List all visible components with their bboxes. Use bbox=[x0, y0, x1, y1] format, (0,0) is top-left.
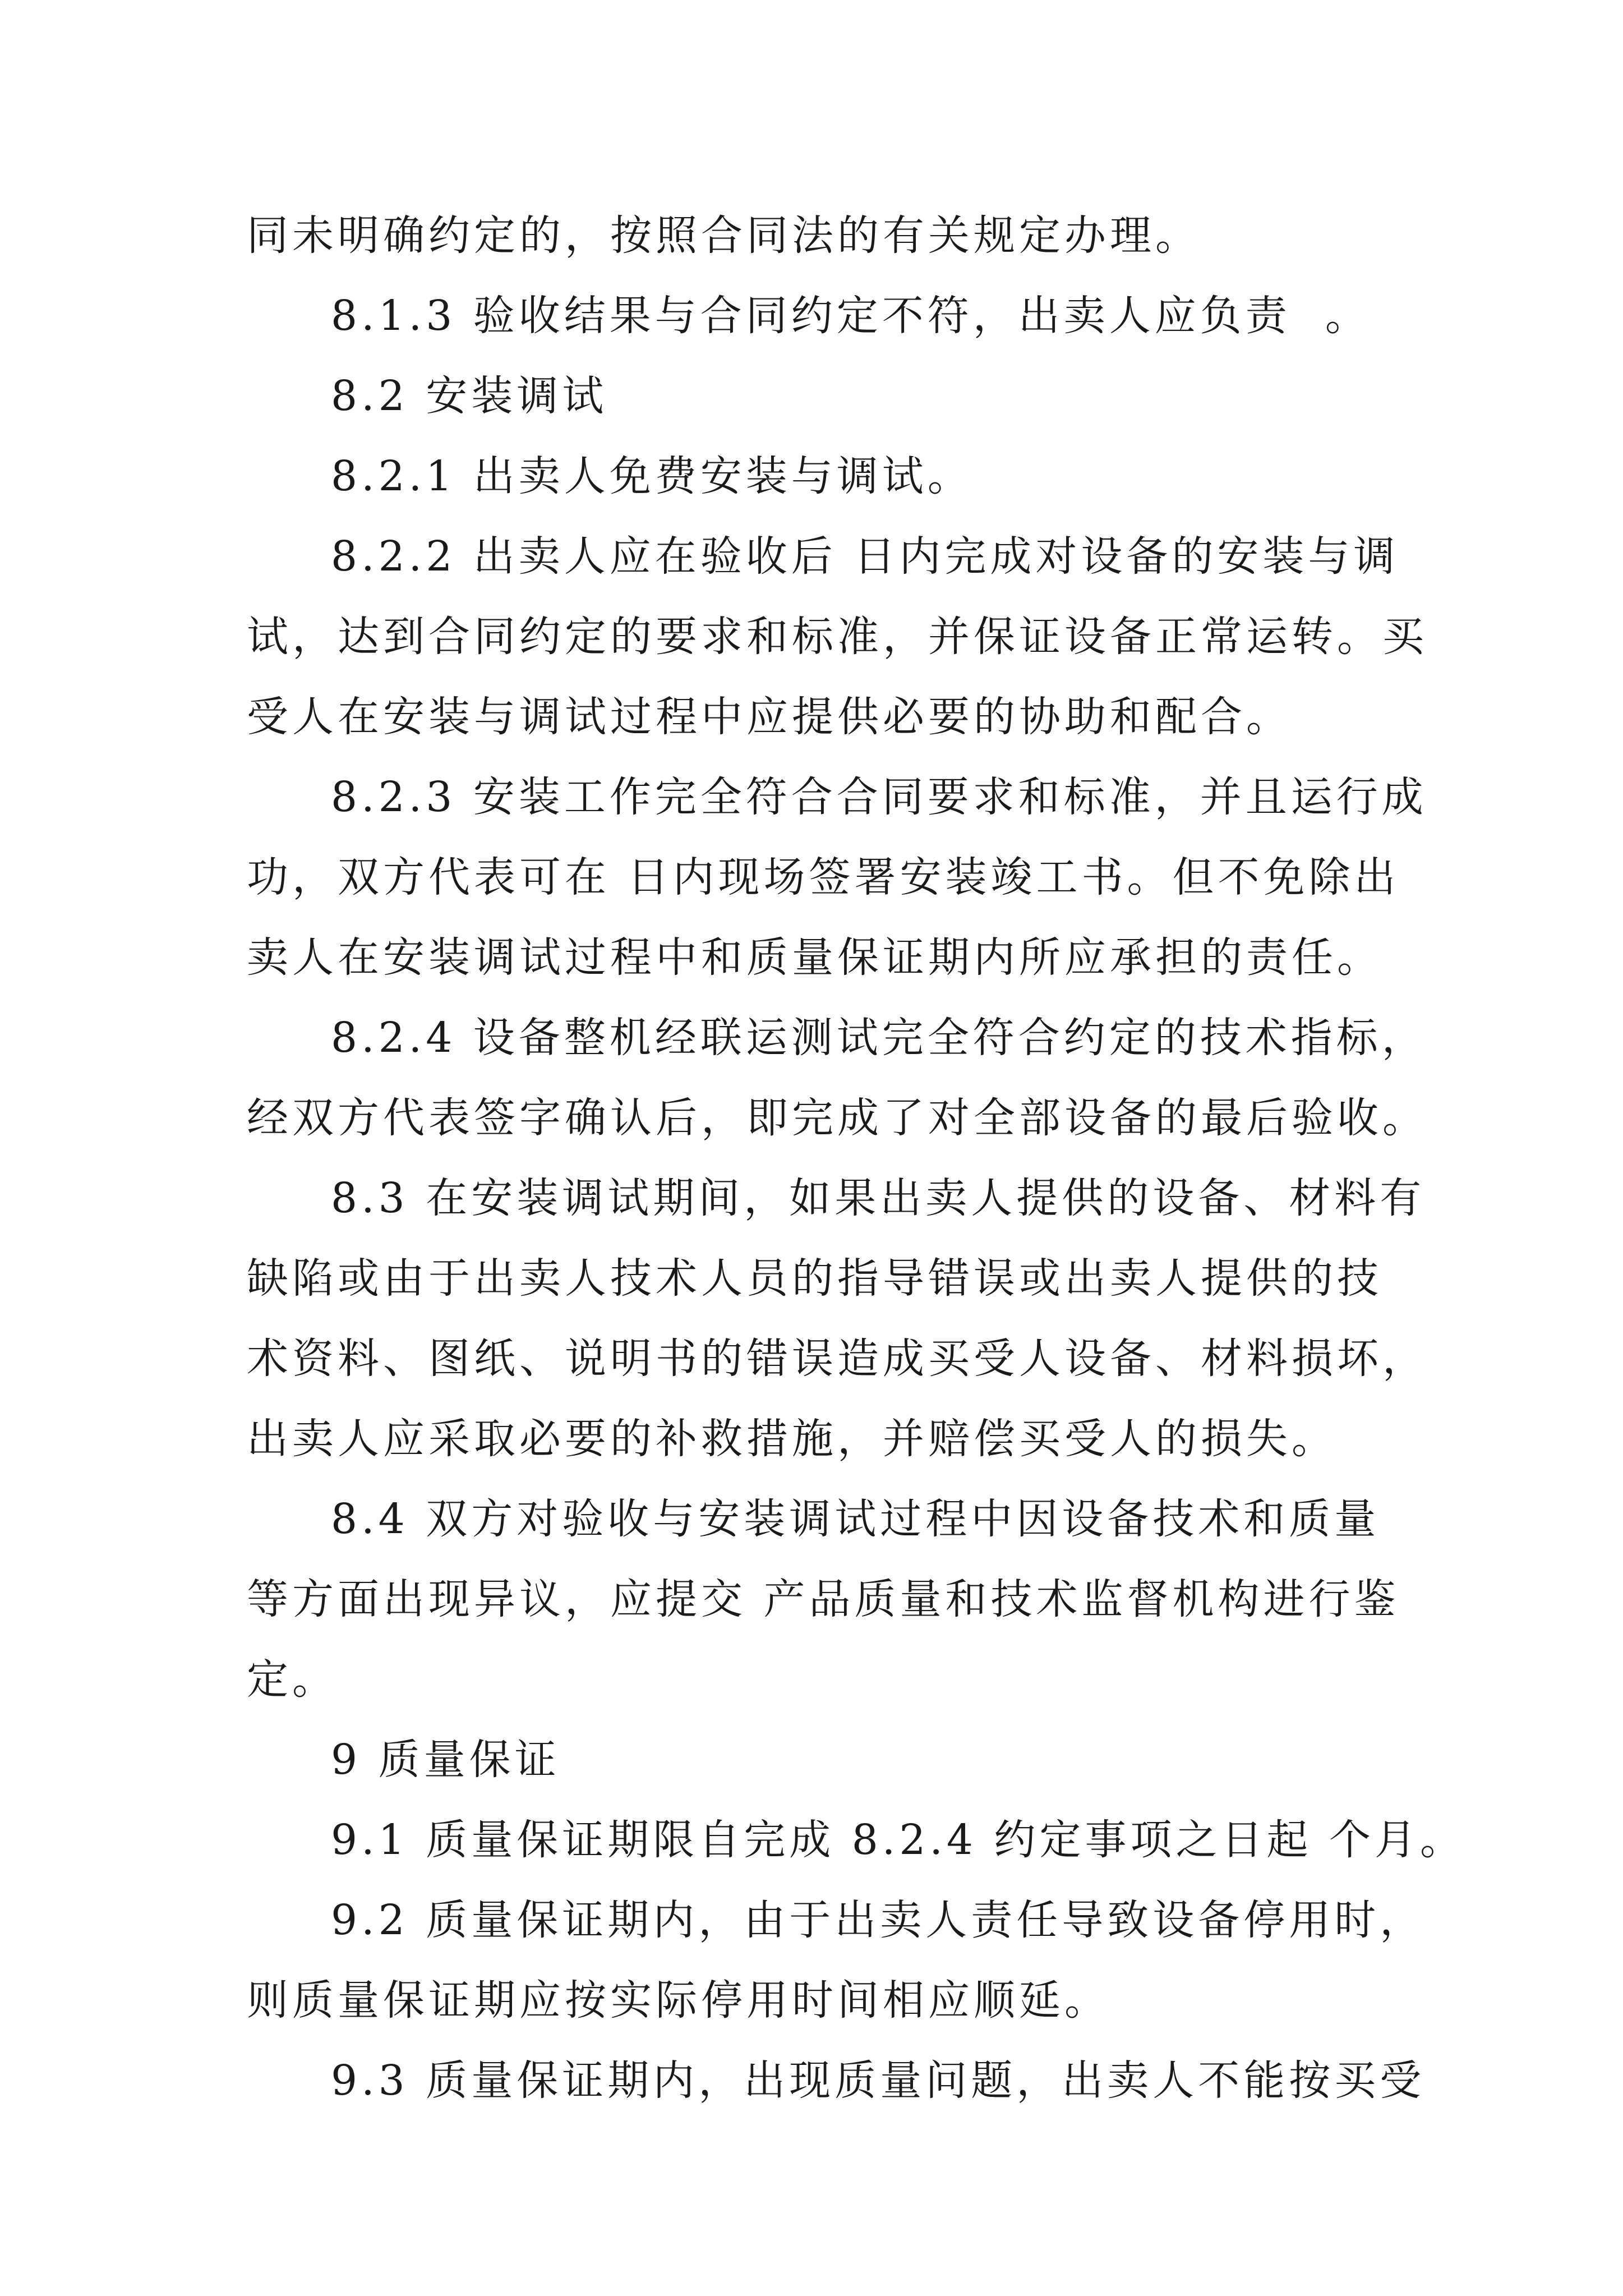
text-line: 同未明确约定的，按照合同法的有关规定办理。 bbox=[247, 211, 1201, 260]
text-line: 8.2.1 出卖人免费安装与调试。 bbox=[331, 452, 973, 500]
text-line: 8.2.2 出卖人应在验收后 日内完成对设备的安装与调 bbox=[331, 532, 1399, 581]
text-line: 术资料、图纸、说明书的错误造成买受人设备、材料损坏， bbox=[247, 1335, 1428, 1383]
text-line: 8.2.4 设备整机经联运测试完全符合约定的技术指标， bbox=[331, 1014, 1427, 1062]
text-line: 出卖人应采取必要的补救措施，并赔偿买受人的损失。 bbox=[247, 1415, 1337, 1463]
text-line: 则质量保证期应按实际停用时间相应顺延。 bbox=[247, 1976, 1110, 2024]
text-line: 受人在安装与调试过程中应提供必要的协助和配合。 bbox=[247, 693, 1292, 741]
text-line: 功，双方代表可在 日内现场签署安装竣工书。但不免除出 bbox=[247, 853, 1400, 901]
text-line: 8.3 在安装调试期间，如果出卖人提供的设备、材料有 bbox=[331, 1174, 1426, 1222]
text-line: 缺陷或由于出卖人技术人员的指导错误或出卖人提供的技 bbox=[247, 1254, 1382, 1303]
text-line: 经双方代表签字确认后，即完成了对全部设备的最后验收。 bbox=[247, 1094, 1428, 1142]
text-line: 8.2.3 安装工作完全符合合同要求和标准，并且运行成 bbox=[331, 773, 1427, 821]
text-line: 9.2 质量保证期内，由于出卖人责任导致设备停用时， bbox=[331, 1896, 1426, 1944]
text-line: 8.1.3 验收结果与合同约定不符，出卖人应负责 。 bbox=[331, 292, 1371, 340]
section-heading: 8.2 安装调试 bbox=[331, 372, 608, 420]
text-line: 定。 bbox=[247, 1655, 338, 1704]
text-line: 卖人在安装调试过程中和质量保证期内所应承担的责任。 bbox=[247, 933, 1382, 982]
text-line: 等方面出现异议，应提交 产品质量和技术监督机构进行鉴 bbox=[247, 1575, 1400, 1623]
text-line: 试，达到合同约定的要求和标准，并保证设备正常运转。买 bbox=[247, 613, 1428, 661]
text-line: 9.1 质量保证期限自完成 8.2.4 约定事项之日起 个月。 bbox=[331, 1816, 1466, 1864]
section-heading: 9 质量保证 bbox=[331, 1736, 560, 1784]
text-line: 9.3 质量保证期内，出现质量问题，出卖人不能按买受 bbox=[331, 2056, 1426, 2105]
text-line: 8.4 双方对验收与安装调试过程中因设备技术和质量 bbox=[331, 1495, 1380, 1543]
